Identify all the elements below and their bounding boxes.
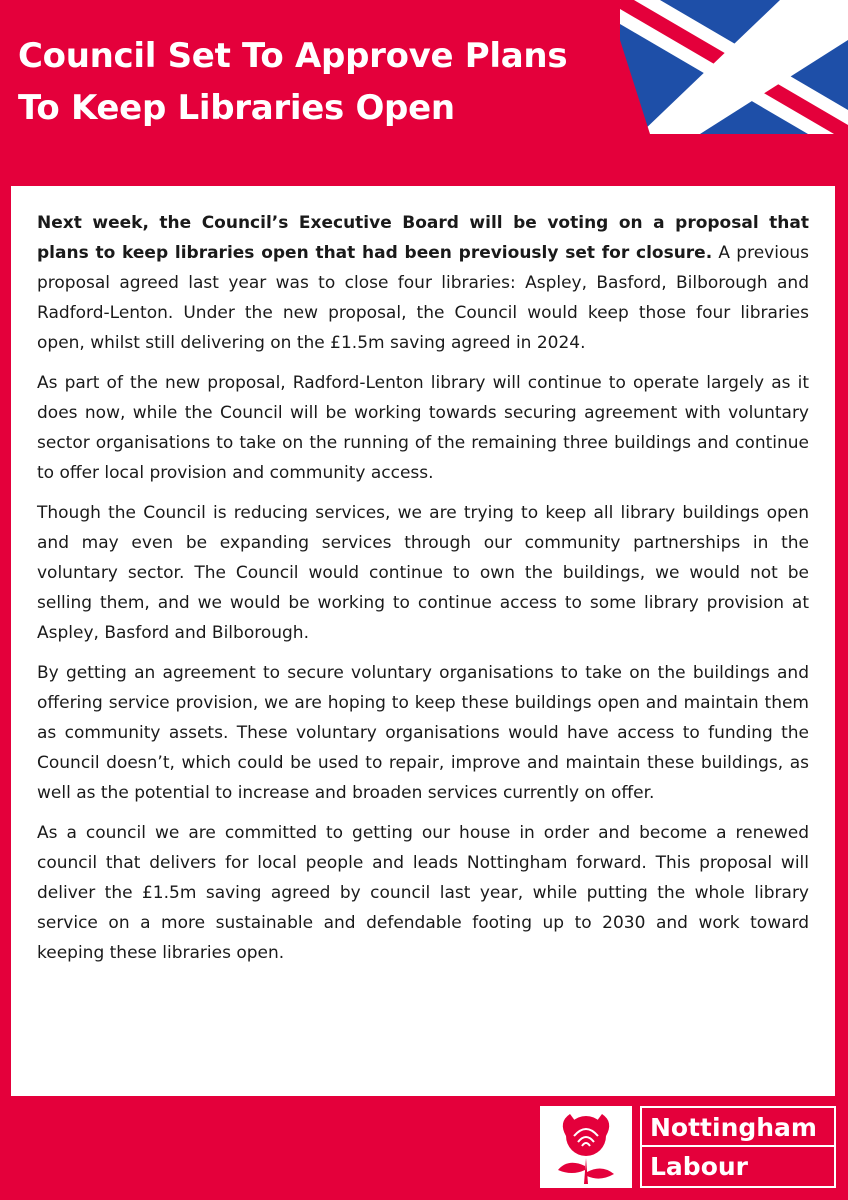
paragraph-5: As a council we are committed to getting our house in order and become a renewed council that delivers for local people and leads Nottingham forward. This proposal will deliver the £1.5m saving agreed by council last year, while putting the whole library service on a more sustainable and defendable footing up to 2030 and work toward keeping these libraries open. bbox=[37, 823, 809, 963]
union-flag-icon bbox=[620, 0, 848, 134]
paragraph-3: Though the Council is reducing services, we are trying to keep all library buildings open and may even be expanding services through our community partnerships in the voluntary sector. The Council would continue to own the buildings, we would not be selling them, and we would be working to continue access to some library provision at Aspley, Basford and Bilborough. bbox=[37, 503, 809, 643]
rose-icon bbox=[540, 1106, 632, 1188]
title-line-2: To Keep Libraries Open bbox=[18, 88, 455, 128]
paragraph-2: As part of the new proposal, Radford-Lenton library will continue to operate largely as it does now, while the Council will be working towards securing agreement with voluntary sector organisations to take on the running of the remaining three buildings and continue to offer local provision and community access. bbox=[37, 373, 809, 483]
nottingham-labour-logo bbox=[540, 1106, 836, 1188]
article-body bbox=[11, 186, 835, 1096]
paragraph-1 bbox=[37, 208, 809, 358]
logo-line-1: Nottingham bbox=[642, 1108, 834, 1147]
paragraph-4: By getting an agreement to secure voluntary organisations to take on the buildings and offering service provision, we are hoping to keep these buildings open and maintain them as community assets. These voluntary organisations would have access to funding the Council doesn’t, which could be used to repair, improve and maintain these buildings, as well as the potential to increase and broaden services currently on offer. bbox=[37, 663, 809, 803]
logo-wordmark bbox=[640, 1106, 836, 1188]
logo-line-2: Labour bbox=[650, 1152, 748, 1181]
paragraph-1-lead: Next week, the Council’s Executive Board will be voting on a proposal that plans to keep libraries open that had been previously set for closure. bbox=[37, 213, 809, 263]
title-line-1: Council Set To Approve Plans bbox=[18, 36, 568, 76]
paragraph-1-text: A previous proposal agreed last year was to close four libraries: Aspley, Basford, Bilborough and Radford-Lenton. Under the new proposal, the Council would keep those four libraries open, whilst still delivering on the £1.5m saving agreed in 2024. bbox=[37, 243, 809, 353]
page-title bbox=[18, 30, 567, 134]
